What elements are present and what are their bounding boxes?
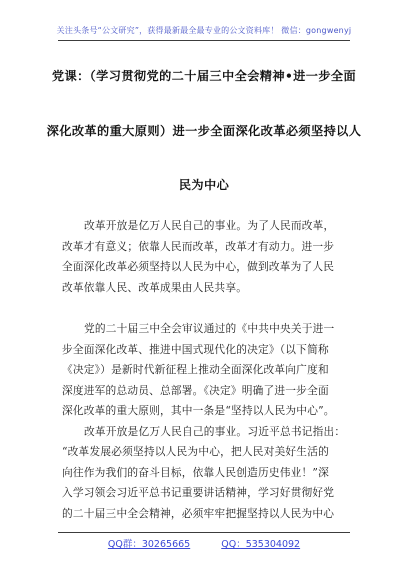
- document-title-line-1: 党课：（学习贯彻党的二十届三中全会精神•进一步全面: [51, 69, 357, 83]
- document-title-line-2: 深化改革的重大原则）进一步全面深化改革必须坚持以人: [46, 124, 362, 138]
- footer-qq-group[interactable]: QQ群：30265665: [107, 539, 191, 550]
- paragraph-line: 的二十届三中全会精神，必须牢牢把握坚持以人民为中心: [62, 506, 335, 520]
- paragraph-line: 党的二十届三中全会审议通过的《中共中央关于进一: [84, 322, 335, 335]
- paragraph-1: [62, 216, 352, 298]
- paragraph-line: 深化改革的重大原则，其中一条是“坚持以人民为中心”。: [62, 404, 335, 417]
- paragraph-line: 改革开放是亿万人民自己的事业。为了人民而改革，: [84, 219, 335, 232]
- paragraph-2: [62, 319, 352, 524]
- paragraph-line: 步全面深化改革、推进中国式现代化的决定》（以下简称: [62, 342, 329, 356]
- footer-divider: [58, 532, 350, 533]
- footer-qq[interactable]: QQ：535304092: [221, 539, 301, 550]
- paragraph-line: 改革开放是亿万人民自己的事业。习近平总书记指出：: [84, 424, 346, 438]
- paragraph-line: 改革依靠人民、改革成果由人民共享。: [62, 280, 248, 294]
- paragraph-line: 全面深化改革必须坚持以人民为中心，做到改革为了人民: [62, 260, 335, 273]
- paragraph-line: 向往作为我们的奋斗目标，依靠人民创造历史伟业！”深: [62, 465, 329, 479]
- paragraph-line: 深度进军的总动员、总部署。《决定》明确了进一步全面: [62, 383, 329, 397]
- paragraph-line: 改革才有意义；依靠人民而改革，改革才有动力。进一步: [62, 239, 335, 253]
- header-divider: [58, 40, 350, 41]
- paragraph-line: 入学习领会习近平总书记重要讲话精神，学习好贯彻好党: [62, 486, 335, 499]
- paragraph-line: “改革发展必须坚持以人民为中心，把人民对美好生活的: [62, 445, 329, 458]
- header-note: 关注头条号“公文研究”，获得最新最全最专业的公文资料库！ 微信：gongwenyj: [56, 26, 352, 35]
- paragraph-line: 《决定》）是新时代新征程上推动全面深化改革向广度和: [62, 363, 329, 376]
- document-title-line-3: 民为中心: [178, 178, 230, 192]
- footer: [0, 536, 408, 550]
